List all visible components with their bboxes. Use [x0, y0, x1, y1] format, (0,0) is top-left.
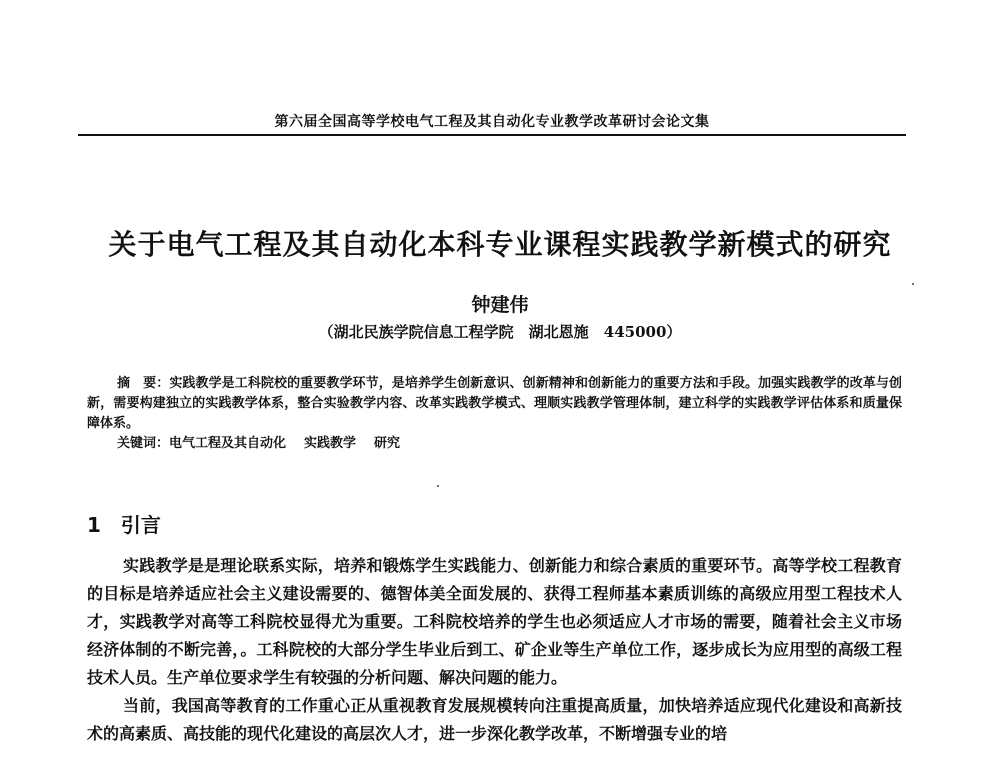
section-heading — [87, 509, 161, 538]
keyword: 实践教学 — [304, 436, 357, 451]
scan-speck — [912, 283, 914, 285]
scan-speck — [437, 485, 439, 487]
body-text — [87, 552, 902, 748]
keyword: 电气工程及其自动化 — [169, 436, 287, 451]
body-paragraph: 当前，我国高等教育的工作重心正从重视教育发展规模转向注重提高质量，加快培养适应现代化建设和高新技术的高素质、高技能的现代化建设的高层次人才，进一步深化教学改革，不断增强专业的培 — [87, 696, 902, 743]
author-name: 钟建伟 — [471, 294, 529, 316]
abstract-text: 实践教学是工科院校的重要教学环节，是培养学生创新意识、创新精神和创新能力的重要方法和手段。加强实践教学的改革与创新，需要构建独立的实践教学体系，整合实验教学内容、改革实践教学模式、理顺实践教学管理体制，建立科学的实践教学评估体系和质量保障体系。 — [87, 376, 902, 431]
author-affiliation: （湖北民族学院信息工程学院 湖北恩施 445000） — [318, 323, 682, 341]
abstract-block — [87, 374, 902, 454]
section-title: 引言 — [120, 513, 161, 537]
header-rule — [78, 134, 906, 136]
keywords-line — [87, 434, 902, 454]
body-paragraph: 实践教学是是理论联系实际，培养和锻炼学生实践能力、创新能力和综合素质的重要环节。高等学校工程教育的目标是培养适应社会主义建设需要的、德智体美全面发展的、获得工程师基本素质训练的高级应用型工程技术人才，实践教学对高等工科院校显得尤为重要。工科院校培养的学生也必须适应人才市场的需要，随着社会主义市场经济体制的不断完善，。工科院校的大部分学生毕业后到工、矿企业等生产单位工作，逐步成长为应用型的高级工程技术人员。生产单位要求学生有较强的分析问题、解决问题的能力。 — [87, 556, 902, 687]
keyword: 研究 — [374, 436, 401, 451]
abstract-label: 摘 要： — [117, 376, 170, 391]
paper-title: 关于电气工程及其自动化本科专业课程实践教学新模式的研究 — [108, 228, 892, 261]
section-number: 1 — [87, 513, 101, 537]
running-header: 第六届全国高等学校电气工程及其自动化专业教学改革研讨会论文集 — [274, 114, 710, 130]
keywords-label: 关键词： — [117, 436, 170, 451]
abstract-paragraph — [87, 374, 902, 434]
